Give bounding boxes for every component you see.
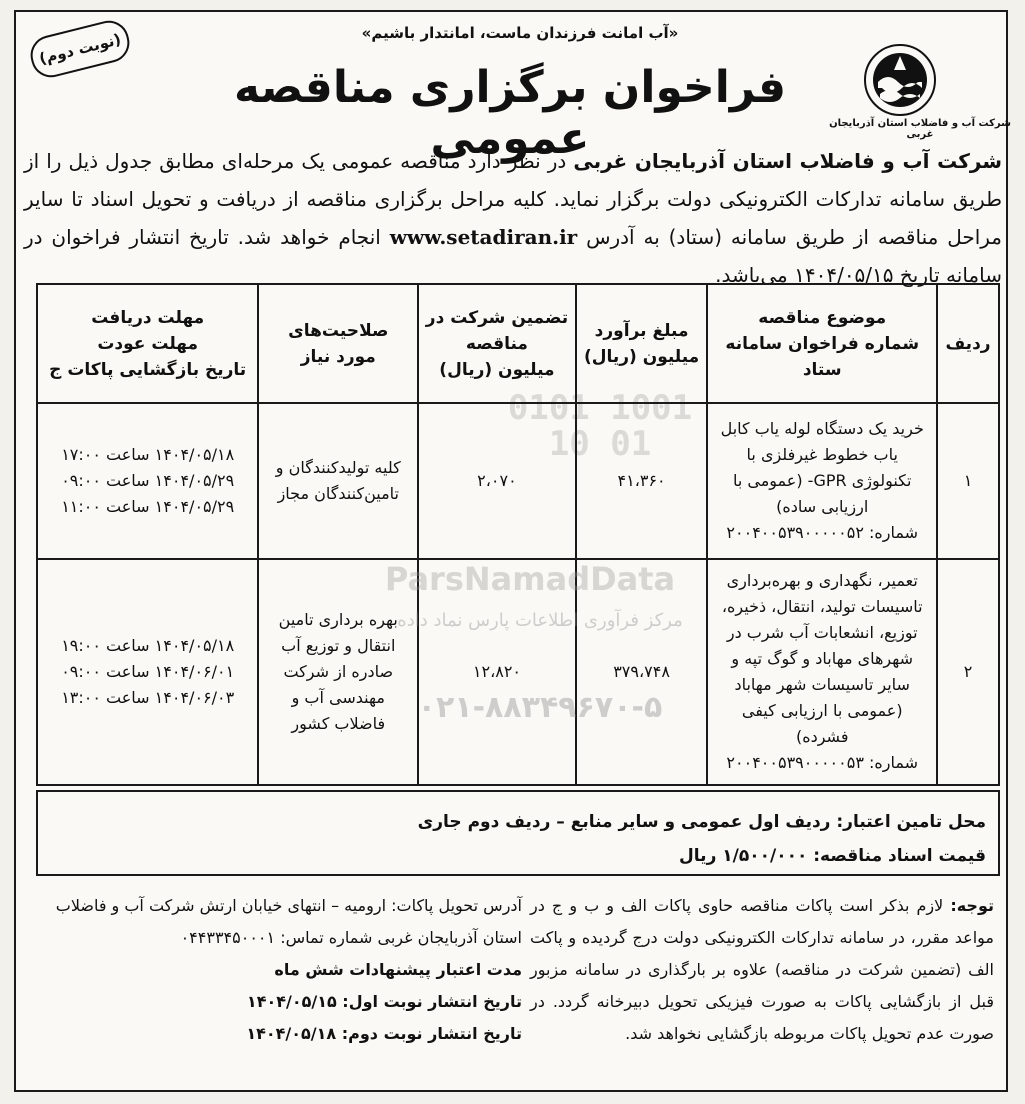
funding-source: محل تامین اعتبار: ردیف اول عمومی و سایر منابع – ردیف دوم جاری <box>417 812 986 832</box>
intro-tail: انجام خواهد شد. تاریخ انتشار فراخوان در سامانه تاریخ ۱۴۰۴/۰۵/۱۵ می‌باشد. <box>24 225 1002 287</box>
second-publication: تاریخ انتشار نوبت دوم: ۱۴۰۴/۰۵/۱۸ <box>246 1024 522 1043</box>
intro-text: در نظر دارد مناقصه عمومی یک مرحله‌ای مطابق جدول ذیل را از طریق سامانه تدارکات الکترونیکی دولت برگزار نماید. کلیه مراحل برگزاری مناقصه از دریافت و تحویل اسناد تا سایر مراحل مناقصه از طریق سامانه (ستاد) به آدرس <box>24 149 1003 249</box>
contact-block <box>34 890 522 1050</box>
header-dates-line1: مهلت دریافت <box>91 307 205 328</box>
header-guarantee-line2: مناقصه <box>465 333 528 354</box>
row-number: ۱ <box>937 403 999 559</box>
header-dates-line3: تاریخ بازگشایی پاکات ج <box>49 359 247 380</box>
watermark-digits: 0101 1001 10 01 <box>507 388 693 464</box>
header-estimate-line2: میلیون (ریال) <box>583 346 700 367</box>
header-row-number: ردیف <box>937 284 999 403</box>
header-qual-line2: مورد نیاز <box>300 346 376 367</box>
tender-number: شماره: ۲۰۰۴۰۰۵۳۹۰۰۰۰۰۵۲ <box>726 523 919 542</box>
opening-date: ۱۴۰۴/۰۶/۰۳ ساعت ۱۳:۰۰ <box>61 688 235 707</box>
estimate-value: ۴۱،۳۶۰ <box>576 403 708 559</box>
qualification-text: کلیه تولیدکنندگان و تامین‌کنندگان مجاز <box>258 403 418 559</box>
row-number: ۲ <box>937 559 999 785</box>
table-row <box>37 559 999 785</box>
tender-number: شماره: ۲۰۰۴۰۰۵۳۹۰۰۰۰۰۵۳ <box>726 753 919 772</box>
document-price: قیمت اسناد مناقصه: ۱/۵۰۰/۰۰۰ ریال <box>679 846 986 866</box>
subject-text: تعمیر، نگهداری و بهره‌برداری تاسیسات تولید، انتقال، ذخیره، توزیع، انشعابات آب شرب در شهرهای مهاباد و گوگ تپه و سایر تاسیسات شهر مهاباد (عمومی با ارزیابی کیفی فشرده) <box>721 571 923 746</box>
slogan: «آب امانت فرزندان ماست، امانتدار باشیم» <box>361 24 679 42</box>
header-guarantee-line1: تضمین شرکت در <box>425 307 569 328</box>
intro-paragraph <box>24 142 1002 294</box>
header-subject-line1: موضوع مناقصه <box>758 307 887 328</box>
subject-text: خرید یک دستگاه لوله یاب کابل یاب خطوط غیرفلزی با تکنولوژی GPR- (عمومی با ارزیابی ساده) <box>720 419 924 516</box>
header-estimate-line1: مبلغ برآورد <box>594 320 689 341</box>
setad-link[interactable]: www.setadiran.ir <box>389 225 578 249</box>
guarantee-value: ۱۲،۸۲۰ <box>418 559 576 785</box>
estimate-value: ۳۷۹،۷۴۸ <box>576 559 708 785</box>
guarantee-value: ۲،۰۷۰ <box>418 403 576 559</box>
deadline-receive: ۱۴۰۴/۰۵/۱۸ ساعت ۱۹:۰۰ <box>61 636 235 655</box>
note-label: توجه: <box>950 896 994 915</box>
table-row <box>37 403 999 559</box>
header-dates-line2: مهلت عودت <box>97 333 199 354</box>
deadline-return: ۱۴۰۴/۰۵/۲۹ ساعت ۰۹:۰۰ <box>61 471 235 490</box>
first-publication: تاریخ انتشار نوبت اول: ۱۴۰۴/۰۵/۱۵ <box>246 992 522 1011</box>
table-header-row <box>37 284 999 403</box>
tender-subject <box>707 403 937 559</box>
intro-company: شرکت آب و فاضلاب استان آذربایجان غربی <box>573 149 1002 173</box>
watermark-subtitle: مرکز فرآوری اطلاعات پارس نماد داده <box>397 610 683 631</box>
note-text: لازم بذکر است پاکات مناقصه حاوی پاکات الف و ب و ج در مواعد مقرر، در سامانه تدارکات الکترونیکی دولت درج گردیده و پاکت الف (تضمین شرکت در مناقصه) علاوه بر بارگذاری در سامانه مزبور قبل از بازگشایی پاکات به صورت فیزیکی تحویل دبیرخانه گردد. در صورت عدم تحویل پاکات مربوطه بازگشایی نخواهد شد. <box>530 896 994 1043</box>
header-qualifications <box>258 284 418 403</box>
page-title: فراخوان برگزاری مناقصه عمومی <box>234 62 786 164</box>
deadline-dates <box>37 403 258 559</box>
deadline-return: ۱۴۰۴/۰۶/۰۱ ساعت ۰۹:۰۰ <box>61 662 235 681</box>
round-badge: (نوبت دوم) <box>26 17 133 82</box>
watermark-phone: ۰۲۱-۸۸۳۴۹۶۷۰-۵ <box>417 690 663 725</box>
header-deadlines <box>37 284 258 403</box>
header-estimate <box>576 284 708 403</box>
tender-subject <box>707 559 937 785</box>
tender-table <box>36 283 1000 786</box>
header-subject <box>707 284 937 403</box>
qualification-text: بهره برداری تامین انتقال و توزیع آب صادره از شرکت مهندسی آب و فاضلاب کشور <box>258 559 418 785</box>
delivery-address: آدرس تحویل پاکات: ارومیه – انتهای خیابان ارتش شرکت آب و فاضلاب استان آذربایجان غربی شماره تماس: ۰۴۴۳۳۴۵۰۰۰۱ <box>55 896 522 947</box>
header-guarantee <box>418 284 576 403</box>
note-paragraph <box>530 890 994 1050</box>
deadline-receive: ۱۴۰۴/۰۵/۱۸ ساعت ۱۷:۰۰ <box>61 445 235 464</box>
company-logo-icon <box>860 42 940 120</box>
opening-date: ۱۴۰۴/۰۵/۲۹ ساعت ۱۱:۰۰ <box>61 497 235 516</box>
header-subject-line2: شماره فراخوان سامانه ستاد <box>725 333 920 380</box>
deadline-dates <box>37 559 258 785</box>
header-qual-line1: صلاحیت‌های <box>288 320 389 341</box>
credit-box <box>36 790 1000 876</box>
header-guarantee-line3: میلیون (ریال) <box>439 359 555 380</box>
company-caption: شرکت آب و فاضلاب استان آذربایجان غربی <box>829 118 1011 140</box>
watermark-brand: ParsNamadData <box>384 560 676 598</box>
offer-validity: مدت اعتبار پیشنهادات شش ماه <box>274 960 522 979</box>
